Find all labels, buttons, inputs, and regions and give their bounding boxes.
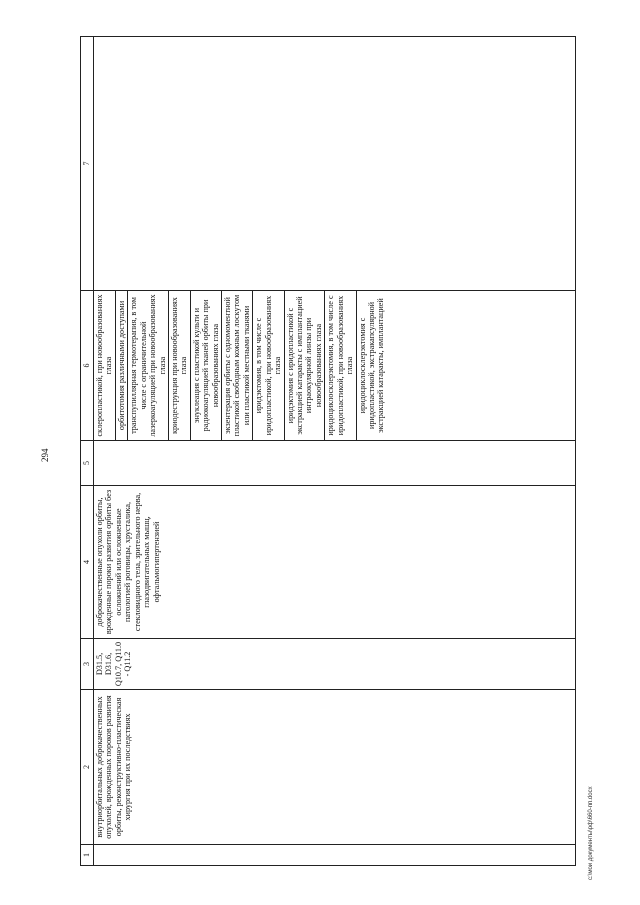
header-col-5: 5	[81, 441, 94, 486]
treatment-method: иридоциклосклерэктомия, в том числе с иридопластикой, при новообразованиях глаза	[325, 291, 356, 440]
treatment-method: склеропластикой, при новообразованиях глаза	[94, 291, 116, 440]
treatment-method: иридоциклосклерэктомия с иридопластикой, экстракапсулярной экстракцией катаракты, имплантацией	[357, 298, 386, 433]
medical-care-table	[80, 36, 576, 866]
cell-treatment-type	[94, 441, 576, 486]
treatment-method: иридэктомия с иридопластикой с экстракцией катаракты с имплантацией интраокулярной линзы при новообразованиях глаза	[285, 291, 326, 440]
header-col-3: 3	[81, 639, 94, 690]
header-col-2: 2	[81, 690, 94, 845]
cell-disease-group: внутриорбитальных доброкачественных опухолей, врожденных пороков развития орбиты, реконструктивно-пластическая хирургия при их последствиях	[94, 690, 576, 845]
header-col-1: 1	[81, 845, 94, 866]
cell-icd-codes: D31.5, D31.6, Q10.7, Q11.0 - Q11.2	[94, 639, 576, 690]
cell-col-1	[94, 845, 576, 866]
page-number: 294	[40, 448, 50, 462]
rotated-table-container	[80, 36, 576, 866]
treatment-method: орбитотомия различными доступами	[116, 291, 128, 440]
cell-cost	[94, 37, 576, 291]
treatment-method: экзентерация орбиты с одномоментной пластикой свободным кожным лоскутом или пластикой местными тканями	[222, 291, 253, 440]
header-row	[81, 37, 94, 866]
cell-treatment-methods	[94, 291, 576, 441]
header-col-4: 4	[81, 486, 94, 639]
cell-patient-model: доброкачественные опухоли орбиты, врожденные пороки развития орбиты без осложнений или осложненные патологией роговицы, хрусталика, стекловидного тела, зрительного нерва, глазодвигательных мышц, офтальмогипертензией	[94, 486, 576, 639]
header-col-7: 7	[81, 37, 94, 291]
footer-file-path: c:\мои документы\рф\660-пп.docx	[588, 786, 594, 880]
treatment-method: энуклеация с пластикой культи и радиокоагуляцией тканей орбиты при новообразованиях глаза	[191, 291, 222, 440]
treatment-method: иридэктомия, в том числе с иридопластикой, при новообразованиях глаза	[253, 291, 284, 440]
treatment-method: криодеструкция при новообразованиях глаза	[169, 291, 191, 440]
treatment-method: транспупиллярная термотерапия, в том числе с ограничительной лазеркоагуляцией при новообразованиях глаза	[128, 291, 169, 440]
table-row	[94, 37, 576, 866]
header-col-6: 6	[81, 291, 94, 441]
